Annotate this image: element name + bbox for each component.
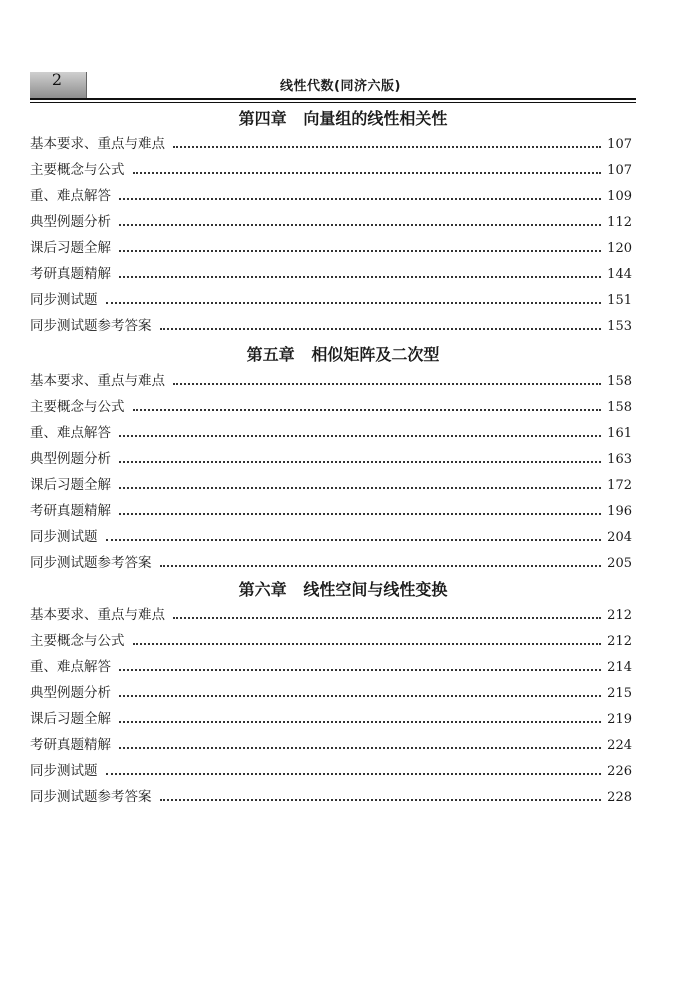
toc-entry-page: 226	[607, 764, 632, 779]
toc-entry-label: 基本要求、重点与难点	[30, 136, 165, 152]
toc-entry-label: 同步测试题	[30, 292, 98, 308]
toc-entry[interactable]	[30, 260, 632, 282]
toc-entry-page: 120	[607, 241, 632, 256]
toc-entry[interactable]	[30, 757, 632, 779]
chapter-title: 第五章 相似矩阵及二次型	[246, 345, 440, 364]
toc-entry[interactable]	[30, 783, 632, 805]
dot-leader	[133, 171, 602, 174]
chapter-title: 第六章 线性空间与线性变换	[238, 580, 448, 599]
dot-leader	[173, 616, 601, 619]
toc-entry[interactable]	[30, 679, 632, 701]
toc-entry-label: 典型例题分析	[30, 685, 111, 701]
dot-leader	[119, 197, 601, 200]
dot-leader	[119, 694, 601, 697]
toc-entry-label: 课后习题全解	[30, 240, 111, 256]
toc-entry[interactable]	[30, 286, 632, 308]
toc-entry[interactable]	[30, 627, 632, 649]
dot-leader	[106, 538, 602, 541]
toc-entry-page: 158	[607, 400, 632, 415]
toc-entry-label: 同步测试题	[30, 529, 98, 545]
dot-leader	[133, 408, 602, 411]
toc-entry-page: 151	[607, 293, 632, 308]
toc-entry[interactable]	[30, 156, 632, 178]
toc-entry-page: 107	[607, 163, 632, 178]
dot-leader	[119, 486, 601, 489]
toc-entry-page: 212	[607, 608, 632, 623]
toc-entry-page: 228	[607, 790, 632, 805]
toc-entry-label: 主要概念与公式	[30, 399, 125, 415]
chapter-title: 第四章 向量组的线性相关性	[238, 109, 448, 128]
toc-entry-page: 107	[607, 137, 632, 152]
toc-entry-page: 212	[607, 634, 632, 649]
toc-entry-label: 主要概念与公式	[30, 162, 125, 178]
dot-leader	[119, 668, 601, 671]
toc-entry[interactable]	[30, 471, 632, 493]
toc-entry[interactable]	[30, 312, 632, 334]
toc-entry[interactable]	[30, 601, 632, 623]
page-number: 2	[51, 70, 63, 89]
toc-entry-page: 163	[607, 452, 632, 467]
dot-leader	[160, 798, 602, 801]
toc-entry-page: 112	[607, 215, 632, 230]
toc-entry-label: 同步测试题参考答案	[30, 555, 152, 571]
toc-entry-page: 224	[607, 738, 632, 753]
toc-entry-page: 172	[607, 478, 632, 493]
toc-entry[interactable]	[30, 549, 632, 571]
toc-entry[interactable]	[30, 497, 632, 519]
toc-entry-label: 典型例题分析	[30, 451, 111, 467]
toc-entry-page: 215	[607, 686, 632, 701]
toc-entry-page: 204	[607, 530, 632, 545]
toc-entry-label: 重、难点解答	[30, 188, 111, 204]
toc-entry-page: 158	[607, 374, 632, 389]
dot-leader	[119, 434, 601, 437]
toc-entry[interactable]	[30, 130, 632, 152]
dot-leader	[106, 772, 602, 775]
dot-leader	[119, 275, 601, 278]
dot-leader	[106, 301, 602, 304]
toc-entry-page: 196	[607, 504, 632, 519]
toc-entry-page: 161	[607, 426, 632, 441]
book-title: 线性代数(同济六版)	[280, 79, 401, 94]
toc-entry-page: 219	[607, 712, 632, 727]
dot-leader	[119, 223, 601, 226]
dot-leader	[160, 564, 602, 567]
toc-entry[interactable]	[30, 234, 632, 256]
toc-entry-label: 重、难点解答	[30, 659, 111, 675]
toc-entry-label: 重、难点解答	[30, 425, 111, 441]
toc-entry-label: 主要概念与公式	[30, 633, 125, 649]
toc-entry-label: 同步测试题参考答案	[30, 789, 152, 805]
toc-entry-label: 同步测试题	[30, 763, 98, 779]
dot-leader	[160, 327, 602, 330]
toc-entry[interactable]	[30, 208, 632, 230]
dot-leader	[173, 145, 601, 148]
toc-entry-page: 214	[607, 660, 632, 675]
dot-leader	[133, 642, 602, 645]
toc-entry[interactable]	[30, 419, 632, 441]
toc-entry[interactable]	[30, 523, 632, 545]
running-header	[30, 68, 636, 104]
toc-entry-label: 考研真题精解	[30, 266, 111, 282]
toc-entry-label: 考研真题精解	[30, 503, 111, 519]
toc-entry-label: 考研真题精解	[30, 737, 111, 753]
dot-leader	[119, 746, 601, 749]
toc-entry-label: 课后习题全解	[30, 477, 111, 493]
toc-entry-label: 基本要求、重点与难点	[30, 607, 165, 623]
toc-entry[interactable]	[30, 393, 632, 415]
header-rule-thin	[30, 102, 636, 103]
dot-leader	[119, 720, 601, 723]
toc-entry-page: 144	[607, 267, 632, 282]
toc-entry[interactable]	[30, 653, 632, 675]
toc-entry-label: 课后习题全解	[30, 711, 111, 727]
toc-entry[interactable]	[30, 705, 632, 727]
dot-leader	[119, 512, 601, 515]
toc-entry-label: 同步测试题参考答案	[30, 318, 152, 334]
dot-leader	[119, 460, 601, 463]
toc-entry[interactable]	[30, 182, 632, 204]
dot-leader	[119, 249, 601, 252]
toc-entry-label: 基本要求、重点与难点	[30, 373, 165, 389]
toc-entry-page: 205	[607, 556, 632, 571]
header-rule	[30, 98, 636, 100]
dot-leader	[173, 382, 601, 385]
toc-entry[interactable]	[30, 367, 632, 389]
toc-entry-page: 153	[607, 319, 632, 334]
toc-entry-label: 典型例题分析	[30, 214, 111, 230]
toc-entry[interactable]	[30, 731, 632, 753]
toc-entry-page: 109	[607, 189, 632, 204]
toc-entry[interactable]	[30, 445, 632, 467]
